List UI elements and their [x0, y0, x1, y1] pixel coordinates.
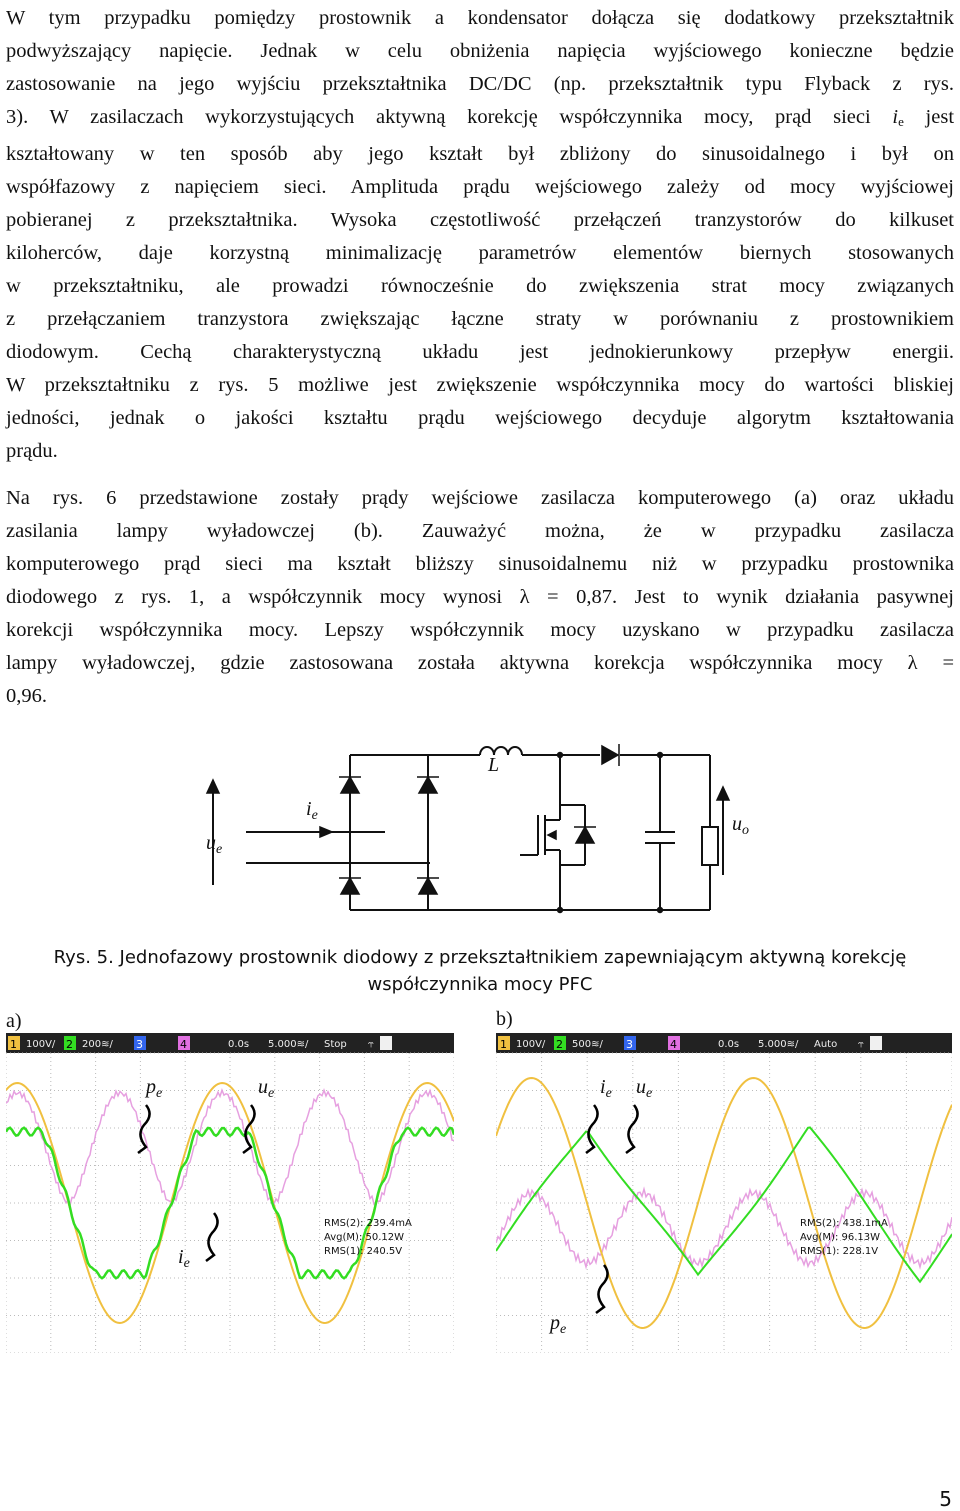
label-a: a) [6, 1010, 22, 1032]
svg-text:5.000≋/: 5.000≋/ [268, 1039, 309, 1050]
svg-text:RMS(1): 240.5V: RMS(1): 240.5V [324, 1246, 403, 1257]
text-line: jedności, jednak o jakości kształtu prądu wejściowego decyduje algorytm kształtowania [6, 407, 954, 429]
text-line: komputerowego prąd sieci ma kształt bliższy sinusoidalnemu niż w przypadku prostownika [6, 553, 954, 575]
svg-text:RMS(2): 438.1mA: RMS(2): 438.1mA [800, 1218, 888, 1229]
svg-text:3: 3 [136, 1038, 143, 1051]
scope-a-ie-label: $i_e$ [178, 1246, 190, 1271]
paragraph-2 [6, 482, 954, 713]
ie-label: $i_e$ [306, 798, 318, 823]
svg-text:5.000≋/: 5.000≋/ [758, 1039, 799, 1050]
scope-b-ie-label: $i_e$ [600, 1076, 612, 1101]
svg-text:200≋/: 200≋/ [82, 1039, 113, 1050]
svg-text:4: 4 [180, 1038, 187, 1051]
svg-text:RMS(1): 228.1V: RMS(1): 228.1V [800, 1246, 879, 1257]
svg-text:1: 1 [500, 1038, 507, 1051]
svg-text:2: 2 [66, 1038, 73, 1051]
svg-text:500≋/: 500≋/ [572, 1039, 603, 1050]
inductor-label: L [488, 754, 500, 776]
scope-b-svg [496, 1033, 952, 1353]
text-line: 3). W zasilaczach wykorzystujących aktywną korekcję współczynnika mocy, prąd sieci $i_e$ jest [6, 106, 955, 129]
scope-a-svg [6, 1033, 454, 1353]
text-line: korekcji współczynnika mocy. Lepszy współczynnik mocy uzyskano w przypadku zasilacza [6, 619, 954, 641]
text-line: współfazowy z napięciem sieci. Amplituda prądu wejściowego zależy od mocy wyjściowej [6, 176, 954, 198]
svg-text:0.0s: 0.0s [718, 1039, 740, 1050]
svg-text:⥾: ⥾ [858, 1039, 864, 1050]
scope-a-pe-label: $p_e$ [146, 1076, 163, 1101]
text-line: prądu. [6, 440, 58, 462]
text-line: kształtowany w ten sposób aby jego kształt był zbliżony do sinusoidalnego i był on [6, 143, 954, 165]
text-line: w przekształtniku, ale prowadzi równocześnie do zwiększenia strat mocy związanych [6, 275, 954, 297]
ie-symbol: i [892, 106, 899, 128]
text-line: zasilania lampy wyładowczej (b). Zauważyć można, że w przypadku zasilacza [6, 520, 954, 542]
text-line: Na rys. 6 przedstawione zostały prądy wejściowe zasilacza komputerowego (a) oraz układu [6, 487, 954, 509]
label-b: b) [496, 1008, 513, 1030]
svg-text:⥾: ⥾ [368, 1039, 374, 1050]
text-line: diodowym. Cechą charakterystyczną układu jest jednokierunkowy przepływ energii. [6, 341, 954, 363]
text-line: podwyższający napięcie. Jednak w celu obniżenia napięcia wyjściowego konieczne będzie [6, 40, 954, 62]
svg-text:Stop: Stop [324, 1039, 347, 1050]
scope-b-pe-label: $p_e$ [550, 1312, 567, 1337]
svg-text:2: 2 [556, 1038, 563, 1051]
text-line: W tym przypadku pomiędzy prostownik a kondensator dołącza się dodatkowy przekształtnik [6, 7, 954, 29]
text-line: kiloherców, daje korzystną minimalizację parametrów elementów biernych stosowanych [6, 242, 954, 264]
svg-text:3: 3 [626, 1038, 633, 1051]
svg-text:RMS(2): 239.4mA: RMS(2): 239.4mA [324, 1218, 412, 1229]
text-line: pobieranej z przekształtnika. Wysoka częstotliwość przełączeń tranzystorów do kilkuset [6, 209, 954, 231]
scope-a-ue-label: $u_e$ [258, 1076, 275, 1101]
text-line: zastosowanie na jego wyjściu przekształtnika DC/DC (np. przekształtnik typu Flyback z rys. [6, 73, 954, 95]
paragraph-1 [6, 2, 954, 468]
scope-b-ue-label: $u_e$ [636, 1076, 653, 1101]
uo-label: $u_o$ [732, 813, 749, 838]
caption-line: Rys. 5. Jednofazowy prostownik diodowy z przekształtnikiem zapewniającym aktywną korekcję [53, 947, 907, 968]
caption-line: współczynnika mocy PFC [367, 974, 593, 995]
oscilloscope-a [6, 1033, 454, 1353]
text-line: lampy wyładowczej, gdzie zastosowana została aktywna korekcja współczynnika mocy λ = [6, 652, 954, 674]
svg-text:1: 1 [10, 1038, 17, 1051]
page-number: 5 [939, 1487, 952, 1511]
text-line: 0,96. [6, 685, 47, 707]
oscilloscope-b [496, 1033, 952, 1353]
svg-text:100V/: 100V/ [26, 1039, 56, 1050]
figure-caption [0, 947, 960, 995]
ue-label: $u_e$ [206, 832, 223, 857]
text-line: W przekształtniku z rys. 5 możliwe jest zwiększenie współczynnika mocy do wartości bliskiej [6, 374, 954, 396]
text-line: diodowego z rys. 1, a współczynnik mocy wynosi λ = 0,87. Jest to wynik działania pasywnej [6, 586, 954, 608]
svg-text:0.0s: 0.0s [228, 1039, 250, 1050]
svg-text:100V/: 100V/ [516, 1039, 546, 1050]
pfc-circuit-diagram [0, 735, 960, 935]
svg-text:Avg(M): 96.13W: Avg(M): 96.13W [800, 1232, 881, 1243]
svg-text:Avg(M): 50.12W: Avg(M): 50.12W [324, 1232, 405, 1243]
svg-text:Auto: Auto [814, 1039, 838, 1050]
text-line: z przełączaniem tranzystora zwiększając łączne straty w porównaniu z prostownikiem [6, 308, 954, 330]
svg-text:4: 4 [670, 1038, 677, 1051]
